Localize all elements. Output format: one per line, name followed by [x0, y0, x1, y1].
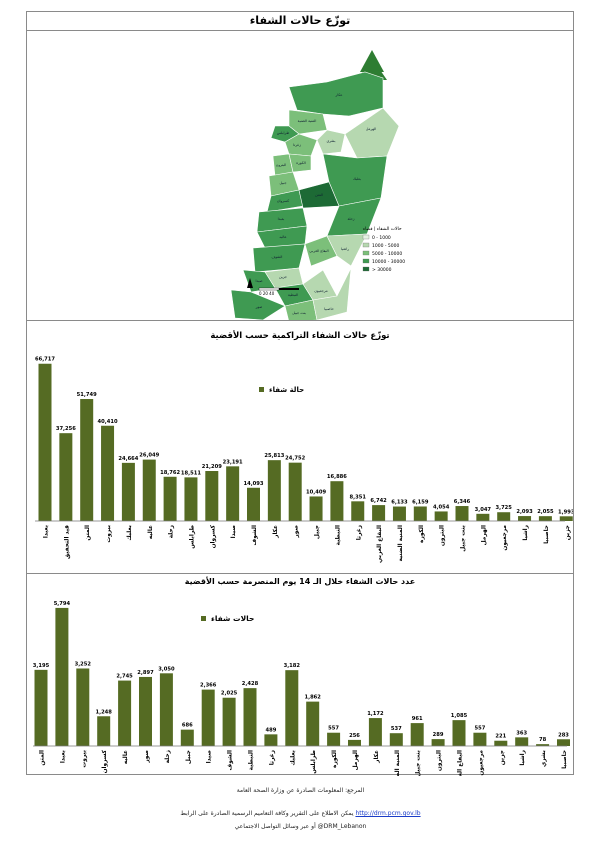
category-tick-label: الكورة	[418, 525, 425, 543]
bar	[456, 506, 469, 521]
bar	[118, 681, 131, 746]
category-tick-label: عاليه	[123, 750, 130, 765]
category-tick-label: النبطية	[335, 525, 342, 546]
bar	[432, 739, 445, 746]
category-tick-label: كسروان	[102, 750, 109, 774]
district-label: جزين	[279, 275, 287, 279]
map-legend-label: 1000 - 5000	[372, 243, 400, 249]
map-legend-swatch	[363, 259, 369, 263]
district-label: الكورة	[296, 161, 306, 165]
district-label: زغرتا	[293, 143, 301, 147]
bar	[310, 496, 323, 521]
bar-value-label: 18,762	[160, 469, 181, 476]
category-tick-label: قيد التحقيق	[64, 525, 71, 560]
bar	[181, 730, 194, 746]
category-tick-label: بنت جبيل	[415, 750, 422, 776]
category-tick-label: صور	[144, 750, 150, 763]
category-tick-label: زغرتا	[356, 525, 363, 541]
bar	[39, 364, 52, 521]
category-tick-label: الهرمل	[353, 750, 359, 771]
category-tick-label: الكورة	[332, 750, 339, 768]
bar-value-label: 66,717	[34, 356, 56, 363]
bar	[76, 668, 89, 746]
district-label: عاليه	[279, 235, 287, 239]
footer-line1-text: يمكن الاطلاع على التقرير وكافة التعاميم الرسمية الصادرة على الرابط	[180, 810, 354, 817]
bar	[139, 677, 152, 746]
bar-value-label: 961	[411, 716, 423, 723]
category-tick-label: بعلبك	[126, 525, 133, 541]
district-label: جبيل	[279, 181, 287, 185]
bar-value-label: 4,054	[432, 504, 450, 511]
bar-value-label: 16,886	[326, 474, 347, 481]
category-tick-label: حاصبيا	[562, 750, 568, 769]
bar	[205, 471, 218, 521]
bar-value-label: 2,366	[199, 682, 217, 689]
bar	[202, 690, 215, 746]
bar	[390, 733, 403, 746]
category-tick-label: طرابلس	[189, 525, 196, 549]
chart1-title: توزّع حالات الشفاء التراكمية حسب الأقضية	[210, 331, 390, 341]
bar	[59, 433, 72, 521]
page-title: توزّع حالات الشفاء	[27, 12, 573, 31]
bar	[497, 512, 510, 521]
bar-value-label: 2,055	[537, 509, 554, 516]
bar	[327, 733, 340, 746]
category-tick-label: زغرتا	[269, 750, 276, 766]
category-tick-label: صيدا	[231, 525, 238, 539]
bar-value-label: 256	[349, 732, 360, 739]
bar	[557, 739, 570, 746]
bar-value-label: 2,897	[137, 669, 154, 676]
bar	[164, 477, 177, 521]
category-tick-label: صور	[293, 525, 300, 538]
category-tick-label: صيدا	[206, 750, 213, 764]
bar	[473, 733, 486, 746]
bar	[80, 399, 93, 521]
bar-value-label: 5,794	[53, 600, 71, 607]
category-tick-label: المنية الضنية	[397, 525, 404, 562]
bar-value-label: 1,172	[367, 711, 384, 718]
footer-line2	[0, 823, 601, 830]
category-tick-label: جزين	[499, 750, 506, 766]
district-label: المنية الضنية	[297, 119, 317, 123]
category-tick-label: بعبدا	[60, 750, 67, 764]
bar	[369, 718, 382, 746]
bar-value-label: 24,752	[285, 455, 306, 462]
bar-value-label: 40,410	[97, 418, 118, 425]
category-tick-label: مرجعيون	[502, 525, 509, 551]
district-label: النبطية	[287, 293, 299, 297]
category-tick-label: حاصبيا	[543, 525, 550, 544]
category-tick-label: بيروت	[81, 750, 88, 768]
chart2-legend	[201, 614, 254, 623]
bar	[244, 688, 257, 746]
bar	[330, 481, 343, 521]
category-tick-label: البترون	[439, 525, 446, 547]
district-area	[345, 108, 399, 158]
map-legend	[363, 226, 405, 273]
bar-value-label: 24,664	[118, 455, 139, 462]
bar	[453, 720, 466, 746]
chart2-title: عدد حالات الشفاء خلال الـ 14 يوم المنصرمة حسب الأقضية	[184, 577, 416, 586]
district-label: صور	[255, 305, 263, 309]
footer-line1	[0, 810, 601, 817]
map-legend-label: 5000 - 10000	[372, 251, 403, 257]
category-tick-label: بعلبك	[290, 750, 297, 766]
bar-value-label: 18,511	[180, 470, 201, 477]
map-legend-swatch	[363, 251, 369, 255]
category-tick-label: زحلة	[168, 525, 175, 539]
category-tick-label: بشري	[541, 750, 548, 767]
category-tick-label: راشيا	[523, 525, 530, 541]
bar	[411, 723, 424, 746]
chart-recent-panel	[27, 573, 573, 776]
category-tick-label: مرجعيون	[478, 750, 485, 776]
bar-value-label: 1,993	[558, 509, 573, 516]
bar-value-label: 283	[558, 732, 569, 739]
chart-cumulative	[27, 320, 573, 573]
bar-value-label: 6,133	[391, 499, 408, 506]
bar-value-label: 6,346	[453, 499, 471, 506]
bar-value-label: 1,862	[304, 694, 321, 701]
footer-handle: @DRM_Lebanon	[317, 823, 367, 830]
category-tick-label: بيروت	[106, 525, 113, 543]
bar-value-label: 3,050	[158, 666, 175, 673]
chart1-legend-swatch	[259, 387, 264, 392]
bar-value-label: 10,409	[306, 489, 327, 496]
bar-value-label: 489	[265, 727, 277, 734]
chart-recent	[27, 573, 573, 776]
bar	[414, 506, 427, 521]
bar	[435, 511, 448, 521]
bar	[515, 737, 528, 746]
district-label: كسروان	[276, 199, 290, 203]
map-legend-swatch	[363, 235, 369, 239]
map-legend-label: 10000 - 30000	[372, 259, 406, 265]
bar	[160, 673, 173, 746]
scale-label: 0 20 40	[259, 291, 275, 296]
bar	[560, 516, 573, 521]
category-tick-label: كسروان	[210, 525, 217, 549]
bar-value-label: 78	[538, 737, 547, 744]
map-legend-swatch	[363, 267, 369, 271]
bar	[351, 501, 364, 521]
bar-value-label: 557	[474, 725, 486, 732]
bar-value-label: 3,182	[283, 663, 301, 670]
bar	[247, 488, 260, 521]
map-legend-title: حالات الشفاء | قضاء	[363, 227, 402, 232]
category-tick-label: الشوف	[252, 525, 258, 546]
district-label: طرابلس	[276, 131, 290, 135]
district-label: الشوف	[271, 255, 283, 259]
bar-value-label: 2,093	[516, 509, 533, 516]
category-tick-label: راشيا	[520, 750, 527, 766]
bar	[372, 505, 385, 521]
category-tick-label: بعبدا	[43, 525, 50, 539]
chart2-legend-label: حالات شفاء	[211, 614, 255, 623]
chart2-legend-swatch	[201, 616, 206, 621]
district-label: حاصبيا	[324, 307, 334, 311]
bar	[539, 516, 552, 521]
bar-value-label: 2,428	[241, 681, 259, 688]
category-tick-label: النبطية	[248, 750, 255, 771]
footer-link[interactable]: http://drm.pcm.gov.lb	[355, 810, 421, 817]
bar-value-label: 221	[495, 733, 507, 740]
category-tick-label: بنت جبيل	[460, 525, 467, 552]
district-label: بعبدا	[277, 217, 285, 221]
bar-value-label: 21,209	[201, 464, 222, 471]
bar	[264, 734, 277, 746]
bar	[97, 716, 110, 746]
bar	[476, 514, 489, 521]
bar	[143, 460, 156, 521]
category-tick-label: البقاع الغربي	[457, 750, 464, 776]
category-tick-label: زحلة	[164, 750, 171, 764]
district-label: البقاع الغربي	[309, 249, 329, 253]
bar-value-label: 3,047	[474, 506, 492, 513]
category-tick-label: جبيل	[314, 525, 321, 540]
bar-value-label: 1,248	[95, 709, 112, 716]
bar-value-label: 3,195	[32, 662, 50, 669]
category-tick-label: الهرمل	[481, 525, 488, 546]
bar	[306, 702, 319, 746]
district-label: بشري	[326, 139, 336, 143]
bar-value-label: 686	[181, 722, 193, 729]
bar	[101, 426, 114, 521]
bar	[35, 670, 48, 746]
category-tick-label: البترون	[436, 750, 443, 772]
lebanon-map	[27, 30, 573, 320]
bar-value-label: 23,191	[222, 459, 243, 466]
bar-value-label: 14,093	[243, 480, 264, 487]
district-label: عكار	[335, 93, 343, 97]
bar-value-label: 1,085	[450, 713, 468, 720]
bar-value-label: 363	[516, 730, 528, 737]
district-label: بعلبك	[352, 177, 362, 181]
bar	[226, 466, 239, 521]
map-legend-label: > 30000	[372, 267, 392, 273]
district-label: زحلة	[347, 217, 355, 221]
category-tick-label: عاليه	[147, 525, 154, 540]
category-tick-label: البقاع الغربي	[377, 525, 384, 563]
map-legend-label: 0 - 1000	[372, 235, 391, 241]
footer-source: المرجع: المعلومات الصادرة عن وزارة الصحة العامة	[236, 787, 365, 794]
bar-value-label: 8,351	[349, 494, 366, 501]
bar	[393, 507, 406, 521]
map-panel	[27, 30, 573, 321]
bar	[268, 460, 281, 521]
category-tick-label: عكار	[373, 750, 380, 763]
bar-value-label: 2,745	[116, 673, 133, 680]
category-tick-label: المتن	[39, 750, 46, 766]
district-label: الهرمل	[365, 127, 377, 131]
bar-value-label: 289	[432, 732, 444, 739]
category-tick-label: الشوف	[227, 750, 234, 771]
bar-value-label: 557	[328, 725, 340, 732]
bar-value-label: 2,025	[220, 690, 238, 697]
bar	[289, 463, 302, 521]
bar	[55, 608, 68, 746]
category-tick-label: طرابلس	[311, 750, 318, 774]
chart1-legend	[259, 386, 304, 394]
bar	[348, 740, 361, 746]
bar	[494, 741, 507, 746]
category-tick-label: جزين	[564, 525, 571, 541]
bar	[184, 477, 197, 521]
chart-cumulative-panel	[27, 320, 573, 574]
category-tick-label: المتن	[85, 525, 92, 541]
bar-value-label: 537	[390, 726, 402, 733]
bar-value-label: 37,256	[55, 426, 76, 433]
district-label: البترون	[275, 163, 287, 167]
bar-value-label: 3,725	[495, 505, 512, 512]
district-label: المتن	[315, 193, 323, 197]
chart1-legend-label: حالة شفاء	[269, 386, 305, 394]
category-tick-label: المنية الضنية	[394, 750, 401, 776]
category-tick-label: عكار	[272, 525, 279, 538]
bar	[518, 516, 531, 521]
map-legend-swatch	[363, 243, 369, 247]
district-label: راشيا	[341, 247, 349, 251]
bar	[122, 463, 135, 521]
bar-value-label: 51,749	[76, 392, 97, 399]
bar	[285, 670, 298, 746]
bar	[223, 698, 236, 746]
bar-value-label: 3,252	[74, 661, 92, 668]
district-label: مرجعيون	[314, 289, 328, 293]
report-frame	[26, 11, 574, 775]
bar-value-label: 6,159	[412, 499, 429, 506]
district-label: صيدا	[255, 279, 263, 283]
category-tick-label: جبيل	[185, 750, 192, 765]
district-label: بنت جبيل	[292, 311, 306, 315]
bar-value-label: 25,813	[264, 453, 285, 460]
footer-line2-text: أو عبر وسائل التواصل الاجتماعي	[234, 823, 316, 830]
bar-value-label: 6,742	[370, 498, 387, 505]
bar-value-label: 26,049	[139, 452, 160, 459]
